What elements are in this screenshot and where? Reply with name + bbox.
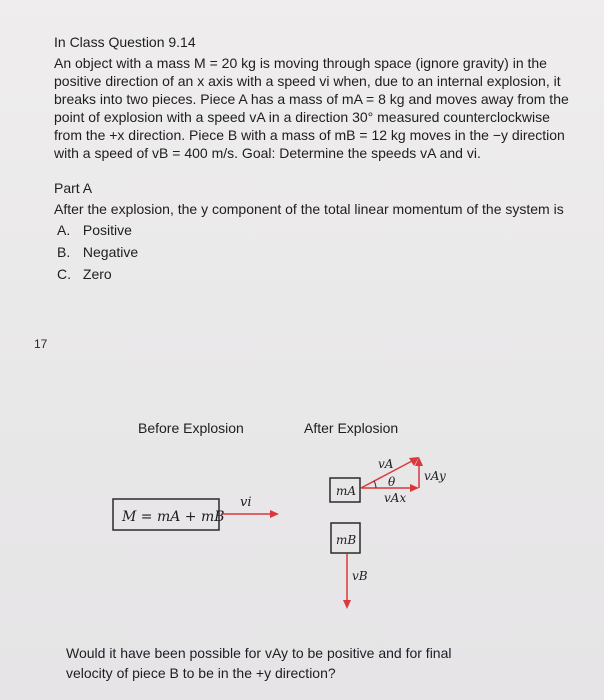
part-a-question: After the explosion, the y component of the total linear momentum of the system is [54, 201, 564, 217]
choice-text: Negative [82, 244, 139, 260]
page-title: In Class Question 9.14 [54, 34, 196, 50]
choice-letter: A. [57, 222, 71, 238]
vi-label: vi [240, 495, 252, 510]
choice-letter: B. [57, 244, 71, 260]
choice-text: Zero [82, 266, 112, 282]
choice-letter: C. [57, 266, 71, 282]
vb-label: vB [352, 569, 368, 583]
final-question-line: velocity of piece B to be in the +y direction? [66, 665, 336, 681]
final-question [66, 643, 516, 683]
part-a-label: Part A [54, 180, 93, 196]
vi-arrowhead [270, 510, 279, 518]
piece-b-label: mB [336, 533, 357, 547]
problem-line: with a speed of vB = 400 m/s. Goal: Determine the speeds vA and vi. [54, 145, 481, 161]
problem-line: from the +x direction. Piece B with a mass of mB = 12 kg moves in the −y direction [54, 127, 565, 143]
vax-label: vAx [384, 491, 407, 505]
problem-line: positive direction of an x axis with a speed vi when, due to an internal explosion, it [54, 73, 561, 89]
final-question-line: Would it have been possible for vAy to be positive and for final [66, 645, 452, 661]
problem-line: point of explosion with a speed vA in a direction 30° measured counterclockwise [54, 109, 550, 125]
va-label: vA [378, 457, 394, 471]
vb-arrowhead [343, 600, 351, 609]
problem-line: An object with a mass M = 20 kg is moving through space (ignore gravity) in the [54, 55, 547, 71]
page-number: 17 [34, 337, 48, 351]
combined-mass-label: M = mA + mB [122, 509, 225, 525]
problem-line: breaks into two pieces. Piece A has a mass of mA = 8 kg and moves away from the [54, 91, 569, 107]
after-explosion-label: After Explosion [304, 420, 399, 436]
theta-label: θ [388, 475, 396, 489]
before-explosion-label: Before Explosion [138, 420, 244, 436]
piece-a-label: mA [336, 484, 357, 498]
choice-text: Positive [82, 222, 132, 238]
vay-label: vAy [424, 469, 446, 483]
theta-arc [374, 481, 376, 488]
vax-arrowhead [410, 484, 419, 492]
